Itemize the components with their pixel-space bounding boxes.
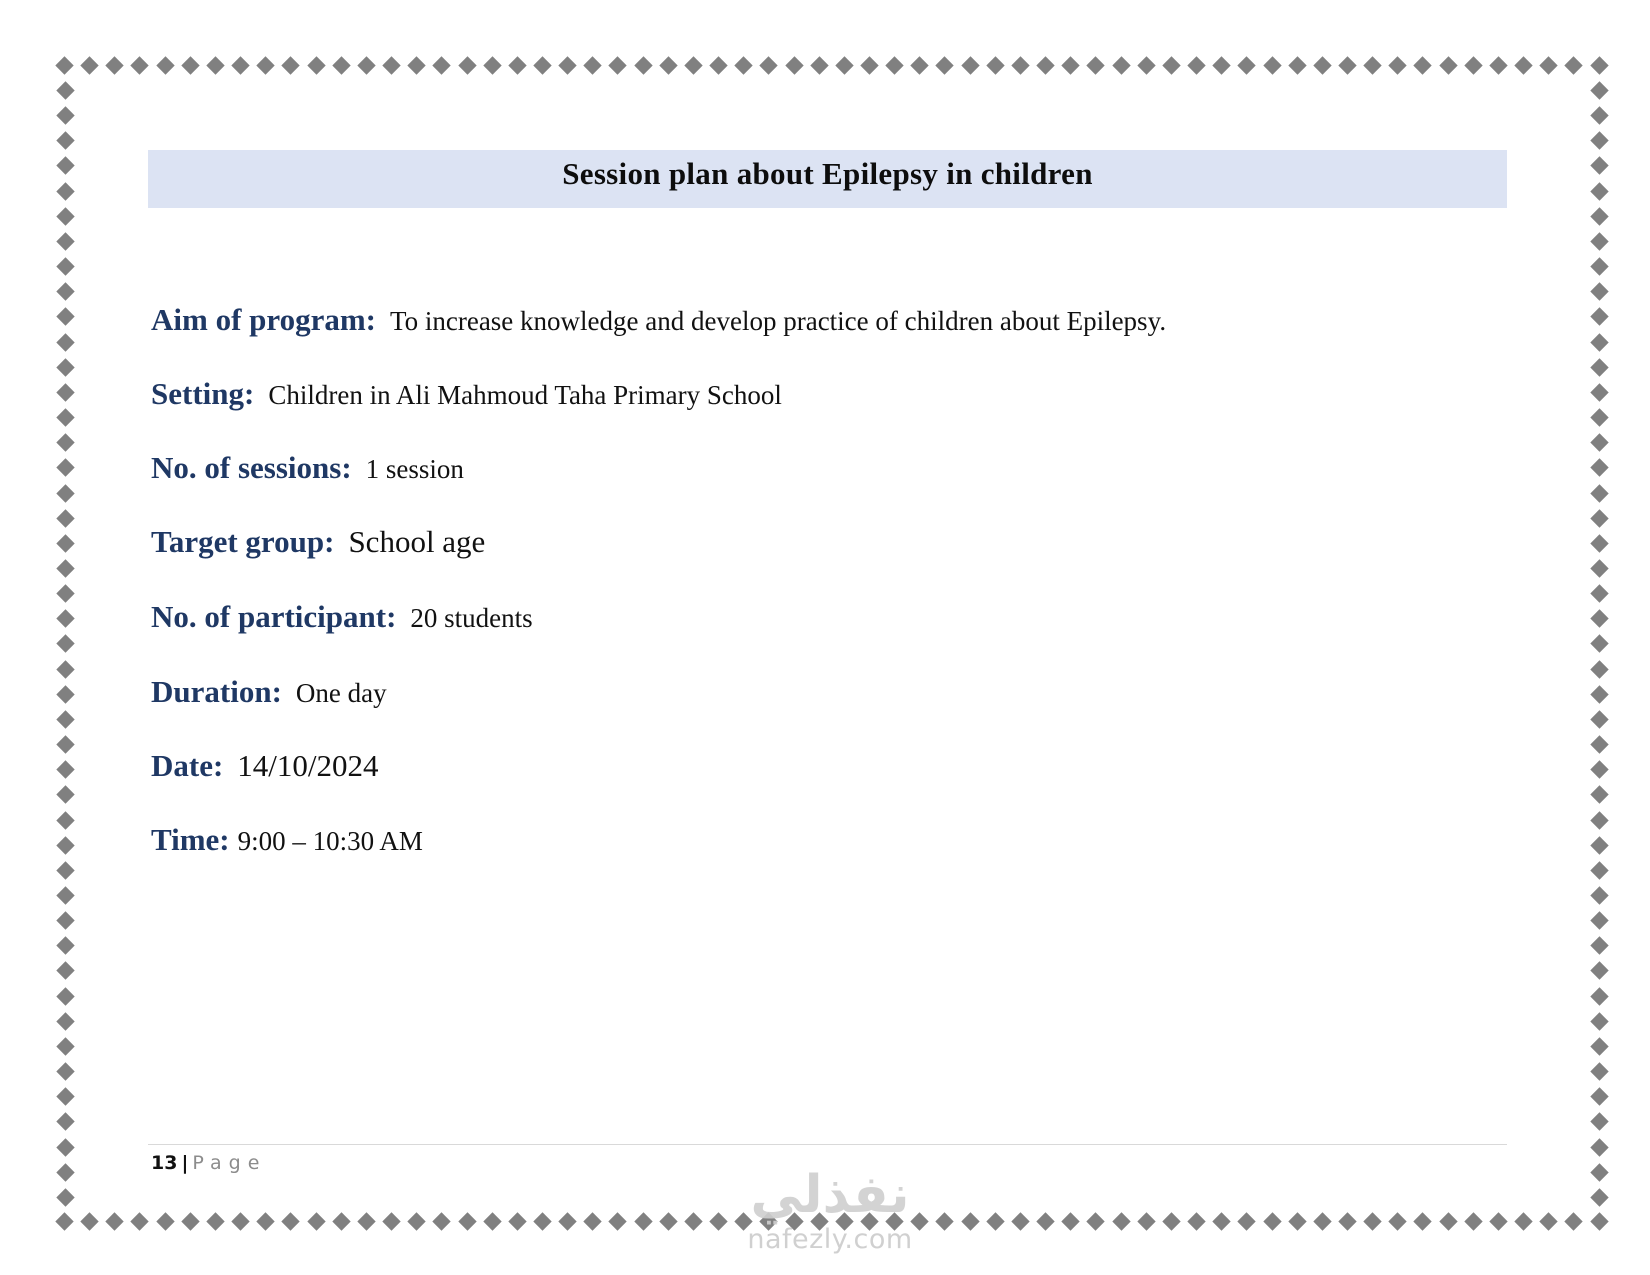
border-diamond [1590,811,1608,829]
border-diamond [1590,559,1608,577]
border-diamond [1439,56,1457,74]
border-diamond [1590,1212,1608,1230]
border-diamond [1590,761,1608,779]
border-diamond [1263,56,1281,74]
page-footer [151,1152,266,1174]
watermark [720,1165,940,1255]
page-title: Session plan about Epilepsy in children [562,156,1093,191]
border-diamond [1288,1212,1306,1230]
border-diamond [1439,1212,1457,1230]
border-diamond [1590,937,1608,955]
border-diamond [533,1212,551,1230]
border-diamond [433,1212,451,1230]
border-diamond [56,333,74,351]
border-diamond [282,1212,300,1230]
border-diamond [1590,232,1608,250]
field-target-group [151,524,485,560]
border-diamond [1464,56,1482,74]
border-diamond [56,811,74,829]
field-time [151,822,423,858]
border-diamond [1338,1212,1356,1230]
field-label: Date: [151,748,224,783]
border-diamond [1590,886,1608,904]
border-diamond [231,56,249,74]
field-value: 14/10/2024 [237,748,379,783]
border-diamond [56,861,74,879]
border-diamond [1087,1212,1105,1230]
border-diamond [1338,56,1356,74]
border-diamond [1590,1088,1608,1106]
border-diamond [1565,56,1583,74]
field-value: To increase knowledge and develop practice of children about Epilepsy. [390,306,1167,336]
border-diamond [584,1212,602,1230]
border-diamond [684,1212,702,1230]
border-diamond [1590,911,1608,929]
border-diamond [1389,56,1407,74]
border-diamond [1590,333,1608,351]
border-diamond [55,1212,73,1230]
border-diamond [56,534,74,552]
border-diamond [1363,1212,1381,1230]
border-diamond [558,56,576,74]
border-diamond [1590,710,1608,728]
border-diamond [1187,56,1205,74]
border-diamond [458,56,476,74]
border-diamond [609,56,627,74]
page-border-right [1591,84,1607,1204]
border-diamond [936,56,954,74]
border-diamond [1036,1212,1054,1230]
border-diamond [231,1212,249,1230]
border-diamond [1590,534,1608,552]
border-diamond [56,635,74,653]
border-diamond [106,1212,124,1230]
border-diamond [80,1212,98,1230]
border-diamond [56,408,74,426]
border-diamond [56,1062,74,1080]
border-diamond [735,56,753,74]
border-diamond [357,1212,375,1230]
border-diamond [332,56,350,74]
border-diamond [1590,433,1608,451]
border-diamond [911,56,929,74]
field-value: School age [348,524,486,559]
border-diamond [56,584,74,602]
border-diamond [1590,308,1608,326]
border-diamond [1590,484,1608,502]
field-label: Aim of program: [151,302,376,337]
border-diamond [56,106,74,124]
border-diamond [986,56,1004,74]
border-diamond [56,886,74,904]
border-diamond [56,1138,74,1156]
border-diamond [558,1212,576,1230]
page-border-left [57,84,73,1204]
border-diamond [131,1212,149,1230]
border-diamond [131,56,149,74]
border-diamond [1590,459,1608,477]
border-diamond [56,559,74,577]
border-diamond [56,257,74,275]
border-diamond [56,610,74,628]
border-diamond [1489,1212,1507,1230]
page-border-top [58,57,1606,73]
border-diamond [634,1212,652,1230]
border-diamond [1590,182,1608,200]
border-diamond [1565,1212,1583,1230]
border-diamond [1590,962,1608,980]
border-diamond [1313,1212,1331,1230]
border-diamond [56,786,74,804]
border-diamond [56,761,74,779]
border-diamond [1590,836,1608,854]
border-diamond [1540,1212,1558,1230]
border-diamond [1263,1212,1281,1230]
field-no-of-participant [151,599,533,635]
border-diamond [1540,56,1558,74]
border-diamond [1313,56,1331,74]
border-diamond [1414,56,1432,74]
border-diamond [659,56,677,74]
field-setting [151,376,782,412]
border-diamond [1238,1212,1256,1230]
footer-divider [148,1144,1507,1145]
border-diamond [56,735,74,753]
border-diamond [584,56,602,74]
border-diamond [1590,1062,1608,1080]
border-diamond [56,987,74,1005]
border-diamond [1590,635,1608,653]
border-diamond [357,56,375,74]
border-diamond [1036,56,1054,74]
border-diamond [1514,56,1532,74]
border-diamond [56,81,74,99]
border-diamond [1187,1212,1205,1230]
border-diamond [609,1212,627,1230]
border-diamond [1590,1037,1608,1055]
border-diamond [483,56,501,74]
field-label: Time: [151,822,230,857]
border-diamond [106,56,124,74]
field-label: Setting: [151,376,255,411]
border-diamond [257,1212,275,1230]
border-diamond [56,358,74,376]
border-diamond [1590,56,1608,74]
border-diamond [56,1188,74,1206]
border-diamond [1590,861,1608,879]
border-diamond [1162,56,1180,74]
field-value: 20 students [410,603,533,633]
border-diamond [55,56,73,74]
border-diamond [1464,1212,1482,1230]
border-diamond [1590,610,1608,628]
border-diamond [1363,56,1381,74]
border-diamond [760,56,778,74]
border-diamond [56,1113,74,1131]
border-diamond [986,1212,1004,1230]
border-diamond [1062,1212,1080,1230]
footer-separator: | [181,1152,189,1174]
border-diamond [56,484,74,502]
border-diamond [1590,685,1608,703]
border-diamond [961,56,979,74]
border-diamond [483,1212,501,1230]
border-diamond [56,308,74,326]
border-diamond [56,962,74,980]
border-diamond [1514,1212,1532,1230]
border-diamond [1590,207,1608,225]
border-diamond [156,56,174,74]
border-diamond [257,56,275,74]
border-diamond [56,911,74,929]
border-diamond [1112,56,1130,74]
border-diamond [407,1212,425,1230]
border-diamond [508,1212,526,1230]
border-diamond [206,56,224,74]
border-diamond [56,157,74,175]
page-number: 13 [151,1152,178,1174]
border-diamond [1590,1113,1608,1131]
border-diamond [1288,56,1306,74]
border-diamond [433,56,451,74]
field-duration [151,674,387,710]
field-date [151,748,379,784]
border-diamond [156,1212,174,1230]
border-diamond [382,56,400,74]
border-diamond [885,56,903,74]
border-diamond [80,56,98,74]
border-diamond [1137,56,1155,74]
border-diamond [709,56,727,74]
border-diamond [684,56,702,74]
border-diamond [1590,383,1608,401]
field-value: One day [295,678,387,708]
border-diamond [659,1212,677,1230]
border-diamond [56,1012,74,1030]
border-diamond [56,433,74,451]
border-diamond [1062,56,1080,74]
border-diamond [1011,1212,1029,1230]
border-diamond [508,56,526,74]
border-diamond [56,710,74,728]
border-diamond [56,660,74,678]
field-label: Target group: [151,524,335,559]
border-diamond [458,1212,476,1230]
border-diamond [1590,1163,1608,1181]
border-diamond [1590,1138,1608,1156]
watermark-logo-text: نفذلي [750,1165,910,1225]
border-diamond [181,1212,199,1230]
border-diamond [1590,358,1608,376]
field-label: No. of sessions: [151,450,352,485]
border-diamond [1414,1212,1432,1230]
border-diamond [1137,1212,1155,1230]
border-diamond [56,182,74,200]
border-diamond [785,56,803,74]
border-diamond [56,685,74,703]
border-diamond [634,56,652,74]
border-diamond [533,56,551,74]
border-diamond [56,383,74,401]
border-diamond [307,1212,325,1230]
border-diamond [56,1037,74,1055]
border-diamond [1212,1212,1230,1230]
watermark-domain: nafezly.com [747,1224,913,1255]
border-diamond [56,836,74,854]
border-diamond [1590,408,1608,426]
border-diamond [1590,735,1608,753]
border-diamond [1212,56,1230,74]
border-diamond [1590,584,1608,602]
border-diamond [1112,1212,1130,1230]
title-banner [148,150,1507,208]
border-diamond [56,459,74,477]
border-diamond [56,937,74,955]
border-diamond [206,1212,224,1230]
border-diamond [56,232,74,250]
border-diamond [1590,1012,1608,1030]
border-diamond [810,56,828,74]
border-diamond [282,56,300,74]
border-diamond [56,283,74,301]
border-diamond [56,509,74,527]
border-diamond [1590,81,1608,99]
border-diamond [181,56,199,74]
border-diamond [332,1212,350,1230]
field-no-of-sessions [151,450,464,486]
border-diamond [1389,1212,1407,1230]
field-label: No. of participant: [151,599,397,634]
border-diamond [835,56,853,74]
border-diamond [1590,509,1608,527]
border-diamond [1590,987,1608,1005]
field-aim-of-program [151,302,1166,338]
border-diamond [1238,56,1256,74]
border-diamond [407,56,425,74]
field-value: 1 session [365,454,464,484]
border-diamond [382,1212,400,1230]
border-diamond [1590,660,1608,678]
page-label: Page [192,1152,267,1174]
border-diamond [1590,786,1608,804]
border-diamond [56,132,74,150]
border-diamond [860,56,878,74]
border-diamond [1590,257,1608,275]
border-diamond [1087,56,1105,74]
field-value: Children in Ali Mahmoud Taha Primary School [268,380,782,410]
border-diamond [1162,1212,1180,1230]
border-diamond [1590,283,1608,301]
border-diamond [307,56,325,74]
border-diamond [961,1212,979,1230]
border-diamond [1489,56,1507,74]
border-diamond [1011,56,1029,74]
border-diamond [1590,106,1608,124]
field-value: 9:00 – 10:30 AM [237,826,423,856]
border-diamond [56,207,74,225]
border-diamond [1590,132,1608,150]
border-diamond [56,1088,74,1106]
border-diamond [56,1163,74,1181]
border-diamond [1590,1188,1608,1206]
border-diamond [1590,157,1608,175]
field-label: Duration: [151,674,282,709]
